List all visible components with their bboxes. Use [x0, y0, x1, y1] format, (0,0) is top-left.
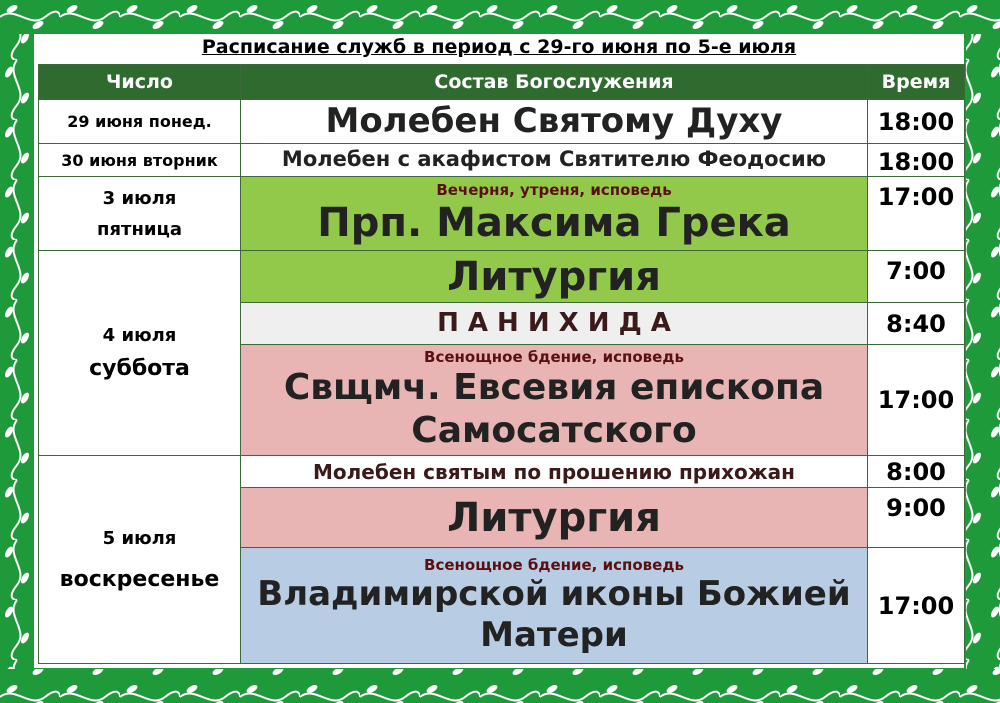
service-name: Прп. Максима Грека: [317, 199, 791, 246]
time-cell: 17:00: [868, 548, 965, 664]
time-cell: 18:00: [868, 100, 965, 144]
header-date: Число: [39, 65, 241, 100]
service-name: Молебен с акафистом Святителю Феодосию: [281, 147, 827, 172]
service-name: Молебен святым по прошению прихожан: [313, 459, 795, 484]
time-cell: 7:00: [868, 251, 965, 303]
date-cell: 29 июня понед.: [39, 100, 241, 144]
date-line: 4 июля: [102, 325, 177, 346]
service-subtitle: Всенощное бдение, исповедь: [424, 347, 684, 366]
time-cell: 18:00: [868, 144, 965, 177]
table-row: [39, 456, 965, 488]
time-cell: 8:00: [868, 456, 965, 488]
service-name: Литургия: [447, 494, 661, 541]
service-subtitle: Вечерня, утреня, исповедь: [436, 180, 672, 199]
table-row: [39, 251, 965, 303]
table-row: [39, 144, 965, 177]
schedule-sheet: [34, 34, 964, 668]
header-service: Состав Богослужения: [241, 65, 868, 100]
weekday-line: суббота: [89, 356, 190, 381]
service-name: Молебен Святому Духу: [325, 101, 783, 142]
service-name-line: Свщмч. Евсевия епископа: [283, 366, 825, 408]
table-row: [39, 177, 965, 251]
weekday-line: воскресенье: [59, 566, 220, 592]
service-name: Литургия: [447, 253, 661, 300]
table-row: [39, 100, 965, 144]
date-cell: [39, 456, 241, 664]
page-title: Расписание служб в период с 29-го июня по 5-е июля: [201, 36, 797, 58]
service-name-line: Владимирской иконы Божией: [257, 573, 851, 614]
time-cell: 17:00: [868, 345, 965, 456]
time-cell: 9:00: [868, 488, 965, 548]
date-cell: [39, 251, 241, 456]
time-cell: 17:00: [868, 177, 965, 251]
weekday-line: пятница: [97, 218, 182, 240]
time-cell: 8:40: [868, 303, 965, 345]
date-cell: 30 июня вторник: [39, 144, 241, 177]
service-name: П А Н И Х И Д А: [437, 307, 671, 338]
date-cell: [39, 177, 241, 251]
table-header-row: [39, 65, 965, 100]
schedule-table: [38, 64, 965, 664]
date-line: 3 июля: [102, 187, 177, 209]
service-name-line: Самосатского: [411, 410, 697, 451]
service-name-line: Матери: [480, 614, 628, 655]
date-line: 5 июля: [102, 527, 177, 549]
header-time: Время: [868, 65, 965, 100]
service-subtitle: Всенощное бдение, исповедь: [424, 555, 684, 574]
